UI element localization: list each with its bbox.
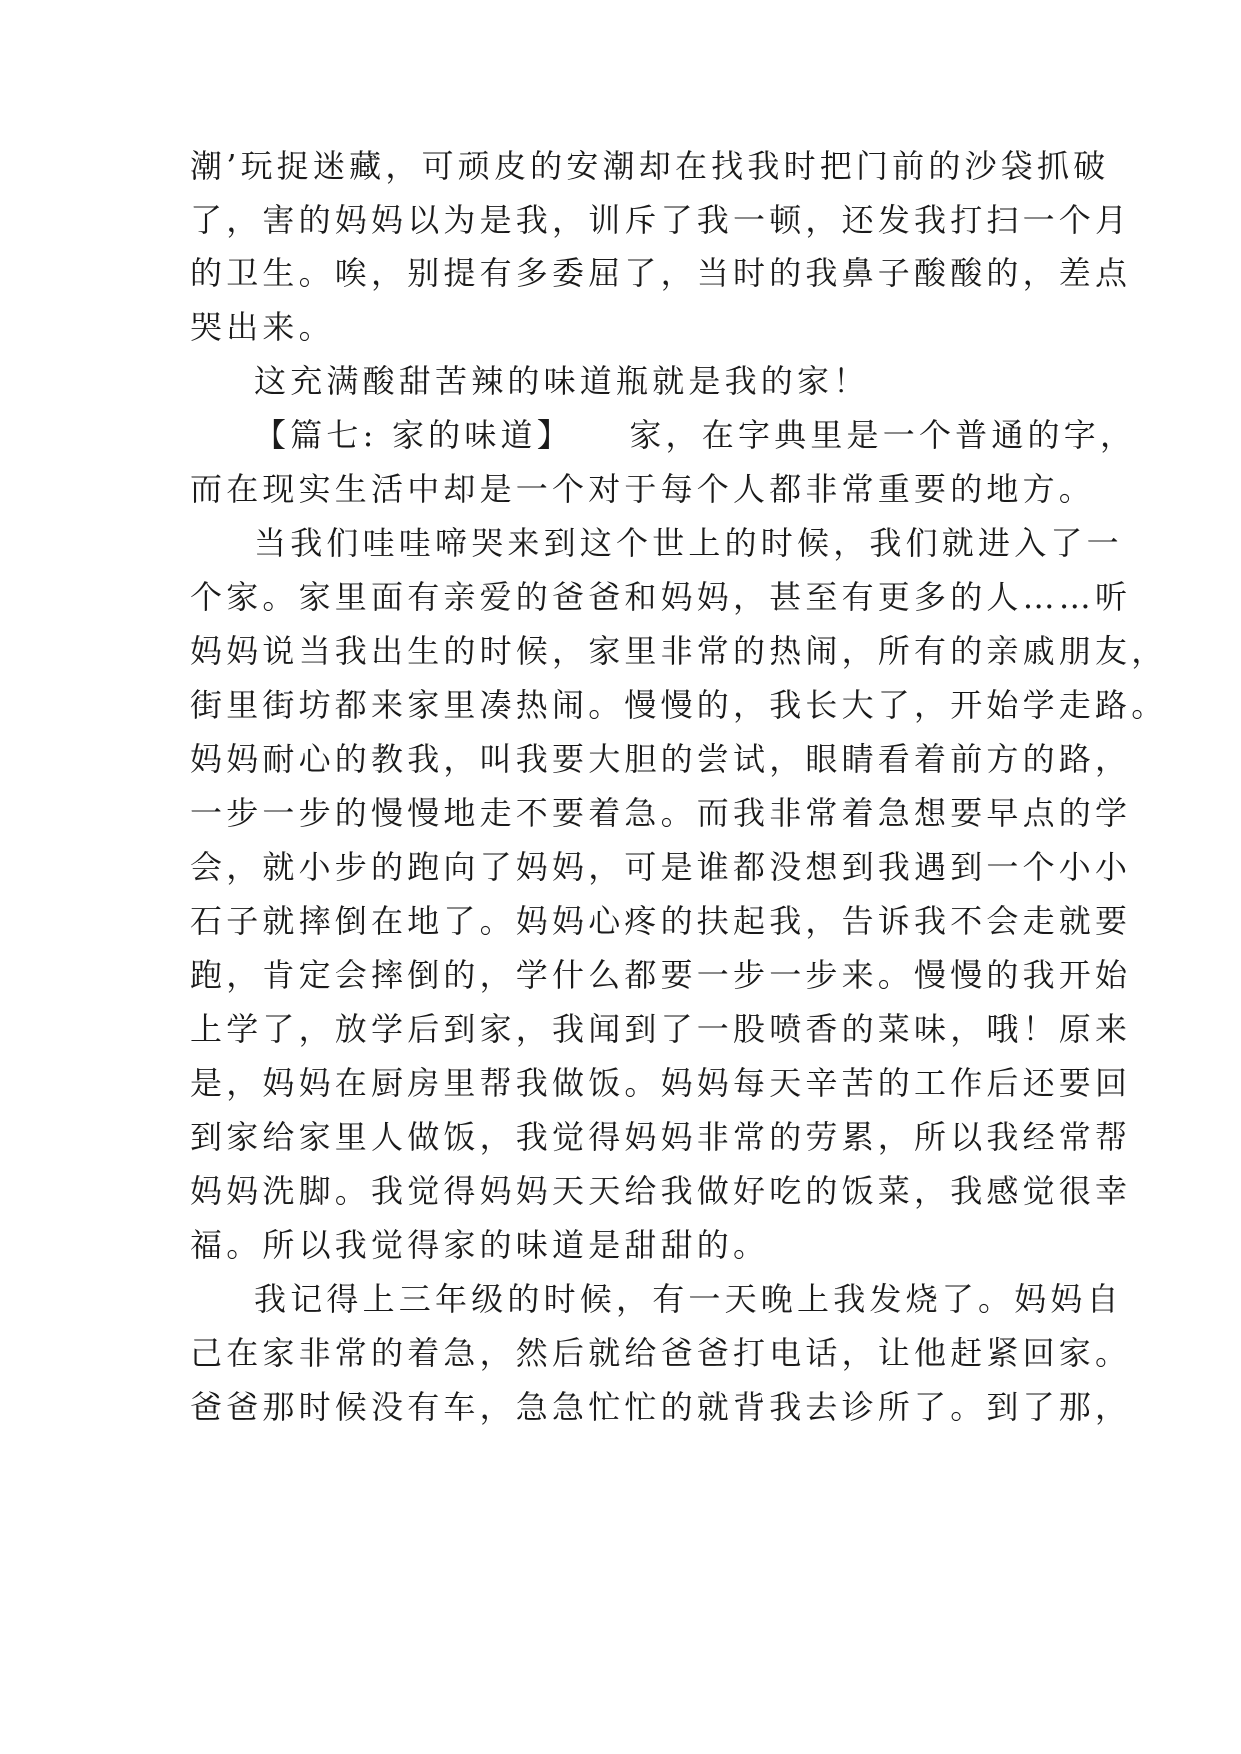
text-line: 的卫生。唉，别提有多委屈了，当时的我鼻子酸酸的，差点	[190, 254, 1132, 292]
text-line: 是，妈妈在厨房里帮我做饭。妈妈每天辛苦的工作后还要回	[190, 1064, 1132, 1102]
text-line: 妈妈洗脚。我觉得妈妈天天给我做好吃的饭菜，我感觉很幸	[190, 1172, 1132, 1210]
text-line: 个家。家里面有亲爱的爸爸和妈妈，甚至有更多的人……听	[190, 578, 1132, 616]
paragraph-line: 这充满酸甜苦辣的味道瓶就是我的家！	[254, 362, 870, 400]
text-line: 妈妈说当我出生的时候，家里非常的热闹，所有的亲戚朋友，	[190, 632, 1168, 670]
text-line: 跑，肯定会摔倒的，学什么都要一步一步来。慢慢的我开始	[190, 956, 1132, 994]
paragraph-line: 我记得上三年级的时候，有一天晚上我发烧了。妈妈自	[254, 1280, 1123, 1318]
paragraph-line: 当我们哇哇啼哭来到这个世上的时候，我们就进入了一	[254, 524, 1123, 562]
text-line: 街里街坊都来家里凑热闹。慢慢的，我长大了，开始学走路。	[190, 686, 1168, 724]
text-line: 而在现实生活中却是一个对于每个人都非常重要的地方。	[190, 470, 1096, 508]
text-line: 妈妈耐心的教我，叫我要大胆的尝试，眼睛看着前方的路，	[190, 740, 1132, 778]
text-line: 哭出来。	[190, 308, 335, 346]
text-line: 福。所以我觉得家的味道是甜甜的。	[190, 1226, 770, 1264]
text-line: 了，害的妈妈以为是我，训斥了我一顿，还发我打扫一个月	[190, 201, 1132, 239]
text-line: 己在家非常的着急，然后就给爸爸打电话，让他赶紧回家。	[190, 1334, 1132, 1372]
text-line: 一步一步的慢慢地走不要着急。而我非常着急想要早点的学	[190, 794, 1132, 832]
text-line: 上学了，放学后到家，我闻到了一股喷香的菜味，哦！原来	[190, 1010, 1132, 1048]
text-line: 潮’玩捉迷藏，可顽皮的安潮却在找我时把门前的沙袋抓破	[190, 147, 1110, 185]
section-heading-line: 【篇七: 家的味道】 家，在字典里是一个普通的字，	[254, 416, 1137, 454]
text-line: 到家给家里人做饭，我觉得妈妈非常的劳累，所以我经常帮	[190, 1118, 1132, 1156]
text-line: 石子就摔倒在地了。妈妈心疼的扶起我，告诉我不会走就要	[190, 902, 1132, 940]
text-line: 爸爸那时候没有车，急急忙忙的就背我去诊所了。到了那，	[190, 1388, 1132, 1426]
text-line: 会，就小步的跑向了妈妈，可是谁都没想到我遇到一个小小	[190, 848, 1132, 886]
